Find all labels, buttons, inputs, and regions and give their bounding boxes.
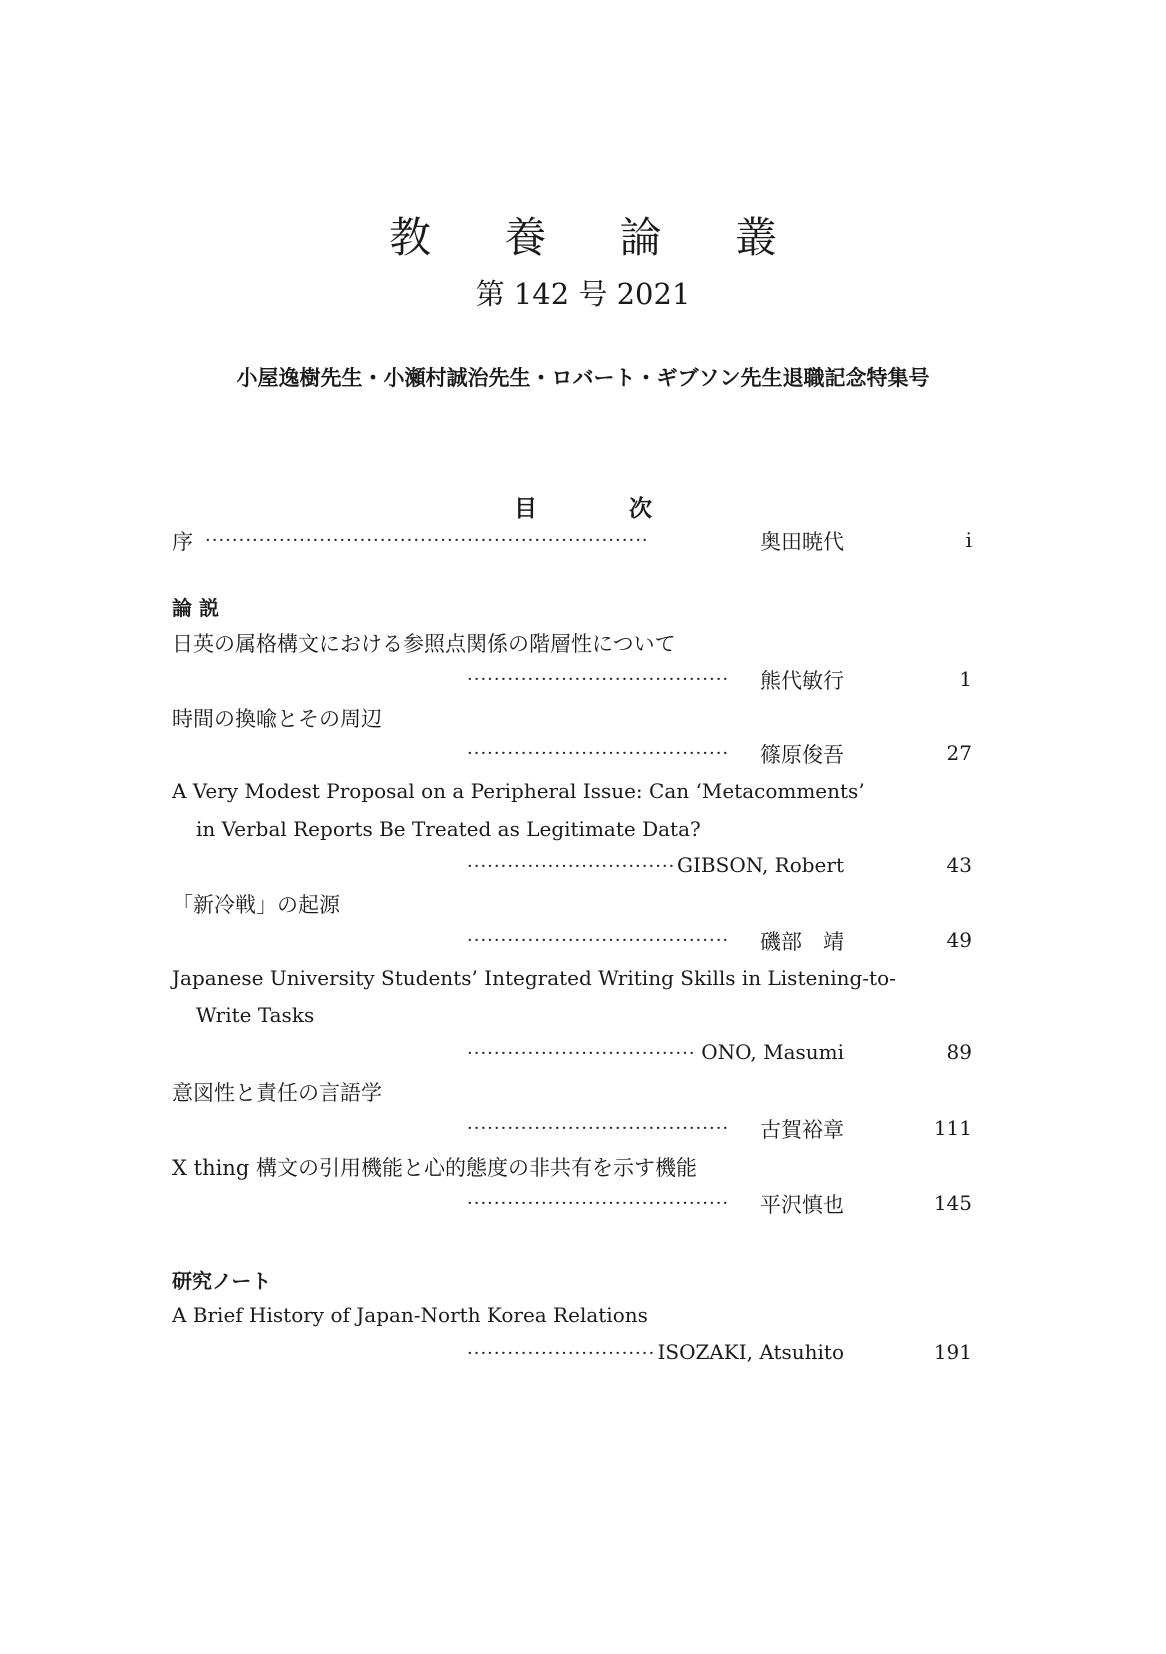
article-title: 時間の換喩とその周辺 xyxy=(172,707,382,731)
author: 古賀裕章 xyxy=(760,1118,844,1142)
leader-dots: ······························· xyxy=(467,856,676,877)
article-title: A Brief History of Japan-North Korea Relations xyxy=(172,1303,648,1327)
article-title: 日英の属格構文における参照点関係の階層性について xyxy=(172,632,676,656)
section-heading-ronsetsu: 論 説 xyxy=(172,596,219,620)
author: 平沢慎也 xyxy=(760,1193,844,1217)
special-issue-title: 小屋逸樹先生・小瀬村誠治先生・ロバート・ギブソン先生退職記念特集号 xyxy=(236,366,930,390)
author: 篠原俊吾 xyxy=(760,743,844,767)
article-title: 「新冷戦」の起源 xyxy=(172,893,340,917)
author: GIBSON, Robert xyxy=(677,853,844,877)
author: ISOZAKI, Atsuhito xyxy=(657,1340,844,1364)
toc-heading: 目 次 xyxy=(513,496,694,522)
leader-dots: ······································· xyxy=(467,1118,730,1139)
page-number: 1 xyxy=(959,667,972,691)
journal-title: 教 養 論 叢 xyxy=(388,213,808,262)
article-title: 意図性と責任の言語学 xyxy=(172,1081,382,1105)
leader-dots: ······································· xyxy=(467,930,730,951)
author: 磯部 靖 xyxy=(760,930,844,954)
leader-dots: ······································· xyxy=(467,1193,730,1214)
page-number: 89 xyxy=(946,1040,972,1064)
page-number: 27 xyxy=(946,741,972,765)
page-number: 191 xyxy=(933,1340,972,1364)
author: ONO, Masumi xyxy=(701,1040,844,1064)
page-number: 43 xyxy=(946,853,972,877)
leader-dots: ···························· xyxy=(467,1343,656,1364)
page-number: i xyxy=(965,528,972,552)
page-number: 111 xyxy=(933,1116,972,1140)
article-title: X thing 構文の引用機能と心的態度の非共有を示す機能 xyxy=(172,1156,697,1180)
article-title: Japanese University Students’ Integrated Writing Skills in Listening-to- xyxy=(172,966,896,990)
leader-dots: ·································· xyxy=(467,1043,696,1064)
issue-number: 第 142 号 2021 xyxy=(475,277,691,311)
leader-dots: ······································· xyxy=(467,743,730,764)
leader-dots: ······································· xyxy=(467,669,730,690)
page-number: 49 xyxy=(946,928,972,952)
page-number: 145 xyxy=(933,1191,972,1215)
author: 熊代敏行 xyxy=(760,669,844,693)
section-heading-research-notes: 研究ノート xyxy=(172,1269,272,1293)
leader-dots: ·································································· xyxy=(205,530,649,551)
preface-label: 序 xyxy=(172,530,193,554)
article-title-continued: Write Tasks xyxy=(196,1003,315,1027)
author: 奥田暁代 xyxy=(760,530,844,554)
article-title-continued: in Verbal Reports Be Treated as Legitimate Data? xyxy=(196,817,701,841)
article-title: A Very Modest Proposal on a Peripheral Issue: Can ‘Metacomments’ xyxy=(172,779,865,803)
